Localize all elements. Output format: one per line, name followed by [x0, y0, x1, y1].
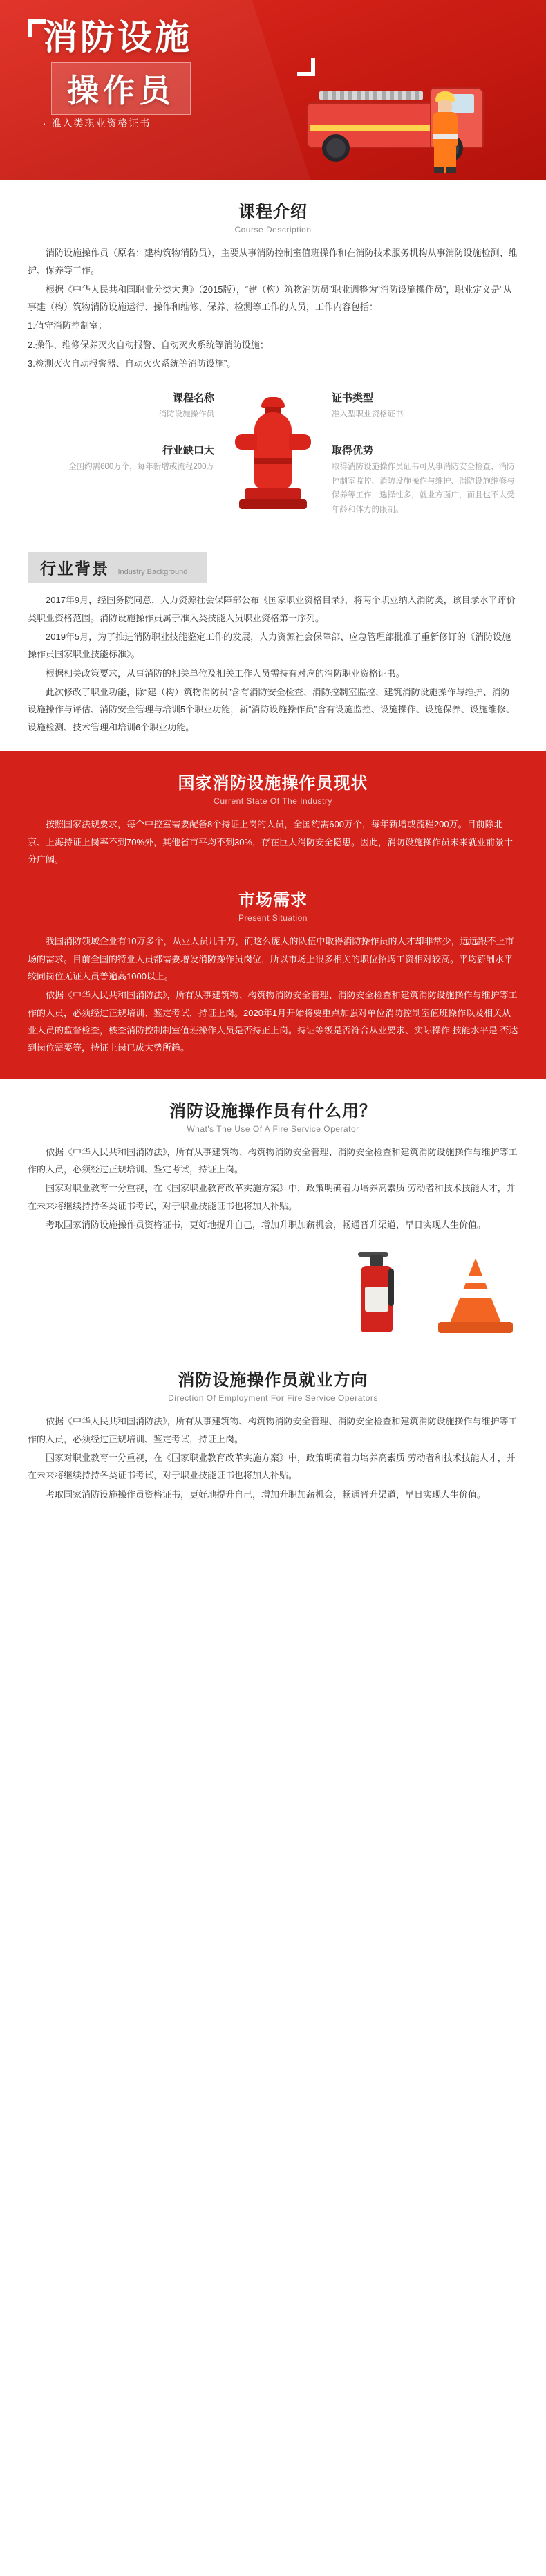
features-left-column — [28, 390, 214, 479]
course-intro-paragraph: 根据《中华人民共和国职业分类大典》（2015版），“建（构）筑物消防员”职业调整为“消防设施操作员”，职业定义是“从事建（构）筑物消防设施运行、操作和维修、保养、检测等工作的人员，工作内容包括： — [28, 284, 512, 313]
current-state-title-cn: 国家消防设施操作员现状 — [178, 774, 368, 793]
what-use-title-cn: 消防设施操作员有什么用？ — [169, 1101, 377, 1121]
current-state-heading — [28, 769, 518, 806]
industry-paragraph: 根据相关政策要求，从事消防的相关单位及相关工作人员需持有对应的消防职业资格证书。 — [46, 668, 406, 679]
truck-stripe-part — [310, 125, 434, 131]
fire-hydrant-icon — [221, 390, 325, 533]
course-intro-paragraph: 消防设施操作员（原名：建构筑物消防员），主要从事消防控制室值班操作和在消防技术服务机构从事消防设施检测、维护、保养等工作。 — [28, 248, 518, 276]
section-what-use — [0, 1079, 546, 1349]
boot-left-part — [434, 167, 444, 173]
extinguisher-hose-part — [388, 1269, 394, 1306]
face-part — [438, 100, 452, 113]
course-intro-title-en: Course Description — [234, 225, 312, 234]
industry-paragraph: 此次修改了职业功能，除“建（构）筑物消防员”含有消防安全检查、消防控制室监控、建筑消防设施操作与维护、消防设施操作与评估、消防安全管理与培训5个职业功能，新“消防设施操作员”含有设施监控、设施操作、设施保养、设施维修、设施检测、技术管理和培训6个职业功能。 — [28, 687, 515, 733]
employment-title-cn: 消防设施操作员就业方向 — [178, 1371, 368, 1390]
section-industry-background — [0, 589, 546, 744]
feature-desc: 消防设施操作员 — [158, 410, 214, 419]
hero-title-wrap — [28, 18, 325, 115]
hydrant-arm-left-part — [235, 434, 257, 450]
industry-background-heading — [0, 540, 546, 589]
boot-right-part — [446, 167, 456, 173]
hero-subtitle: · 准入类职业资格证书 — [43, 116, 151, 130]
industry-background-chip — [28, 552, 207, 583]
bottom-spacer — [0, 1511, 546, 1532]
hydrant-foot-part — [239, 499, 307, 509]
market-demand-paragraph: 我国消防领域企业有10万多个，从业人员几千万，而这么庞大的队伍中取得消防操作员的人才却非常少，远远跟不上市场的需求。目前全国的特业人员都需要增设消防操作员岗位，所以市场上很多相关的职位招聘工资相对较高。平均薪酬水平较同岗位无证人员普遍高1000以上。 — [28, 936, 514, 982]
belt-part — [433, 134, 458, 139]
feature-title: 课程名称 — [172, 392, 214, 405]
section-features — [0, 380, 546, 540]
illustration-strip — [28, 1238, 518, 1341]
feature-item-advantage — [332, 443, 518, 517]
section-current-state-and-demand — [0, 751, 546, 1078]
section-course-intro — [0, 180, 546, 380]
feature-desc: 准入型职业资格证书 — [332, 410, 404, 419]
feature-item-course-name — [28, 390, 214, 422]
truck-wheel-front — [322, 134, 350, 162]
jacket-part — [433, 112, 458, 147]
market-demand-title-en: Present Situation — [238, 913, 308, 923]
industry-background-title-en: Industry Background — [117, 568, 188, 577]
course-intro-paragraph: 2.操作、维修保养灭火自动报警、自动灭火系统等消防设施； — [28, 339, 269, 350]
employment-title-en: Direction Of Employment For Fire Service Operators — [168, 1393, 378, 1404]
feature-desc: 全国约需600万个，每年新增或流程200万 — [68, 463, 214, 472]
hydrant-base-part — [245, 488, 301, 499]
hydrant-body-part — [254, 412, 292, 488]
cone-base-part — [438, 1322, 513, 1333]
current-state-paragraph: 按照国家法规要求，每个中控室需要配备8个持证上岗的人员，全国约需600万个，每年新增或流程200万。目前除北京、上海持证上岗率不到70%外，其他省市平均不到30%，存在巨大消防安全隐患。因此，消防设施操作员未来就业前景十分广阔。 — [28, 819, 514, 865]
feature-item-cert-type — [332, 390, 518, 422]
feature-item-industry-gap — [28, 443, 214, 475]
features-right-column — [332, 390, 518, 522]
fire-truck-icon — [307, 59, 535, 163]
hero-title-line1: 消防设施 — [43, 18, 192, 57]
feature-title: 取得优势 — [332, 445, 374, 457]
market-demand-heading — [28, 886, 518, 923]
what-use-paragraph: 依据《中华人民共和国消防法》，所有从事建筑物、构筑物消防安全管理、消防安全检查和建筑消防设施操作与维护等工作的人员，必须经过正规培训、鉴定考试，持证上岗。 — [28, 1146, 518, 1175]
what-use-title-en: What's The Use Of A Fire Service Operator — [187, 1123, 359, 1134]
feature-desc: 取得消防设施操作员证书可从事消防安全检查、消防控制室监控、消防设施操作与维护、消防设施维修与保养等工作，选择性多，就业方面广，而且也不太受年龄和体力的限制。 — [332, 463, 515, 515]
industry-paragraph: 2019年5月，为了推进消防职业技能鉴定工作的发展，人力资源社会保障部、应急管理部批准了重新修订的《消防设施操作员国家职业技能标准》。 — [28, 632, 511, 660]
employment-paragraph: 国家对职业教育十分重视，在《国家职业教育改革实施方案》中，政策明确着力培养高素质 劳动者和技术技能人才，并在未来将继续持持各类证书考试，对于职业技能证书也将加大补贴。 — [28, 1453, 516, 1481]
hero-title-line2: 操作员 — [51, 62, 191, 115]
what-use-heading — [28, 1097, 518, 1134]
current-state-title-en: Current State Of The Industry — [214, 796, 332, 807]
employment-paragraph: 考取国家消防设施操作员资格证书，更好地提升自己，增加升职加薪机会，畅通晋升渠道，早日实现人生价值。 — [46, 1489, 487, 1500]
hydrant-band-part — [254, 458, 292, 464]
traffic-cone-icon — [434, 1251, 517, 1334]
spacer — [0, 744, 546, 751]
employment-heading — [28, 1366, 518, 1403]
course-intro-paragraph: 1.值守消防控制室； — [28, 320, 107, 331]
market-demand-paragraph: 依据《中华人民共和国消防法》，所有从事建筑物、构筑物消防安全管理、消防安全检查和建筑消防设施操作与维护等工作的人员，必须经过正规培训、鉴定考试，持证上岗。2020年1月开始将要重点加强对单位消防控制室值班操作以及相关从业人员的监督检查，核查消防控制制室值班操作人员是否持正上岗。持证等级是否符合从业要求、实际操作 技能水平是 否达到岗位需要等，持证上岗已成大势所趋。 — [28, 990, 518, 1054]
course-intro-title-cn: 课程介绍 — [238, 203, 308, 221]
employment-paragraph: 依据《中华人民共和国消防法》，所有从事建筑物、构筑物消防安全管理、消防安全检查和建筑消防设施操作与维护等工作的人员，必须经过正规培训、鉴定考试，持证上岗。 — [28, 1416, 518, 1444]
ladder-part — [319, 91, 423, 100]
features-grid — [28, 390, 518, 533]
hydrant-arm-right-part — [289, 434, 311, 450]
fire-extinguisher-icon — [352, 1248, 401, 1334]
course-intro-heading — [28, 198, 518, 234]
bracket-left-decoration — [28, 19, 46, 37]
industry-paragraph: 2017年9月，经国务院同意，人力资源社会保障部公布《国家职业资格目录》，将两个职业纳入消防类，该目录水平评价类职业资格范围。消防设施操作员属于准入类技能人员职业资格第一序列。 — [28, 595, 516, 623]
course-intro-paragraph: 3.检测灭火自动报警器、自动灭火系统等消防设施”。 — [28, 358, 236, 369]
feature-title: 行业缺口大 — [162, 445, 214, 457]
market-demand-title-cn: 市场需求 — [238, 891, 308, 910]
extinguisher-label-part — [365, 1287, 388, 1312]
section-employment — [0, 1348, 546, 1511]
cone-band-lower-part — [456, 1289, 495, 1298]
firefighter-icon — [426, 91, 464, 173]
what-use-paragraph: 国家对职业教育十分重视，在《国家职业教育改革实施方案》中，政策明确着力培养高素质 劳动者和技术技能人才，并在未来将继续持持各类证书考试，对于职业技能证书也将加大补贴。 — [28, 1183, 516, 1211]
hydrant-illustration — [228, 394, 318, 533]
what-use-paragraph: 考取国家消防设施操作员资格证书，更好地提升自己，增加升职加薪机会，畅通晋升渠道，早日实现人生价值。 — [46, 1219, 487, 1230]
feature-title: 证书类型 — [332, 392, 374, 405]
industry-background-title-cn: 行业背景 — [40, 560, 109, 578]
hero-banner — [0, 0, 546, 180]
cone-band-upper-part — [460, 1276, 491, 1283]
